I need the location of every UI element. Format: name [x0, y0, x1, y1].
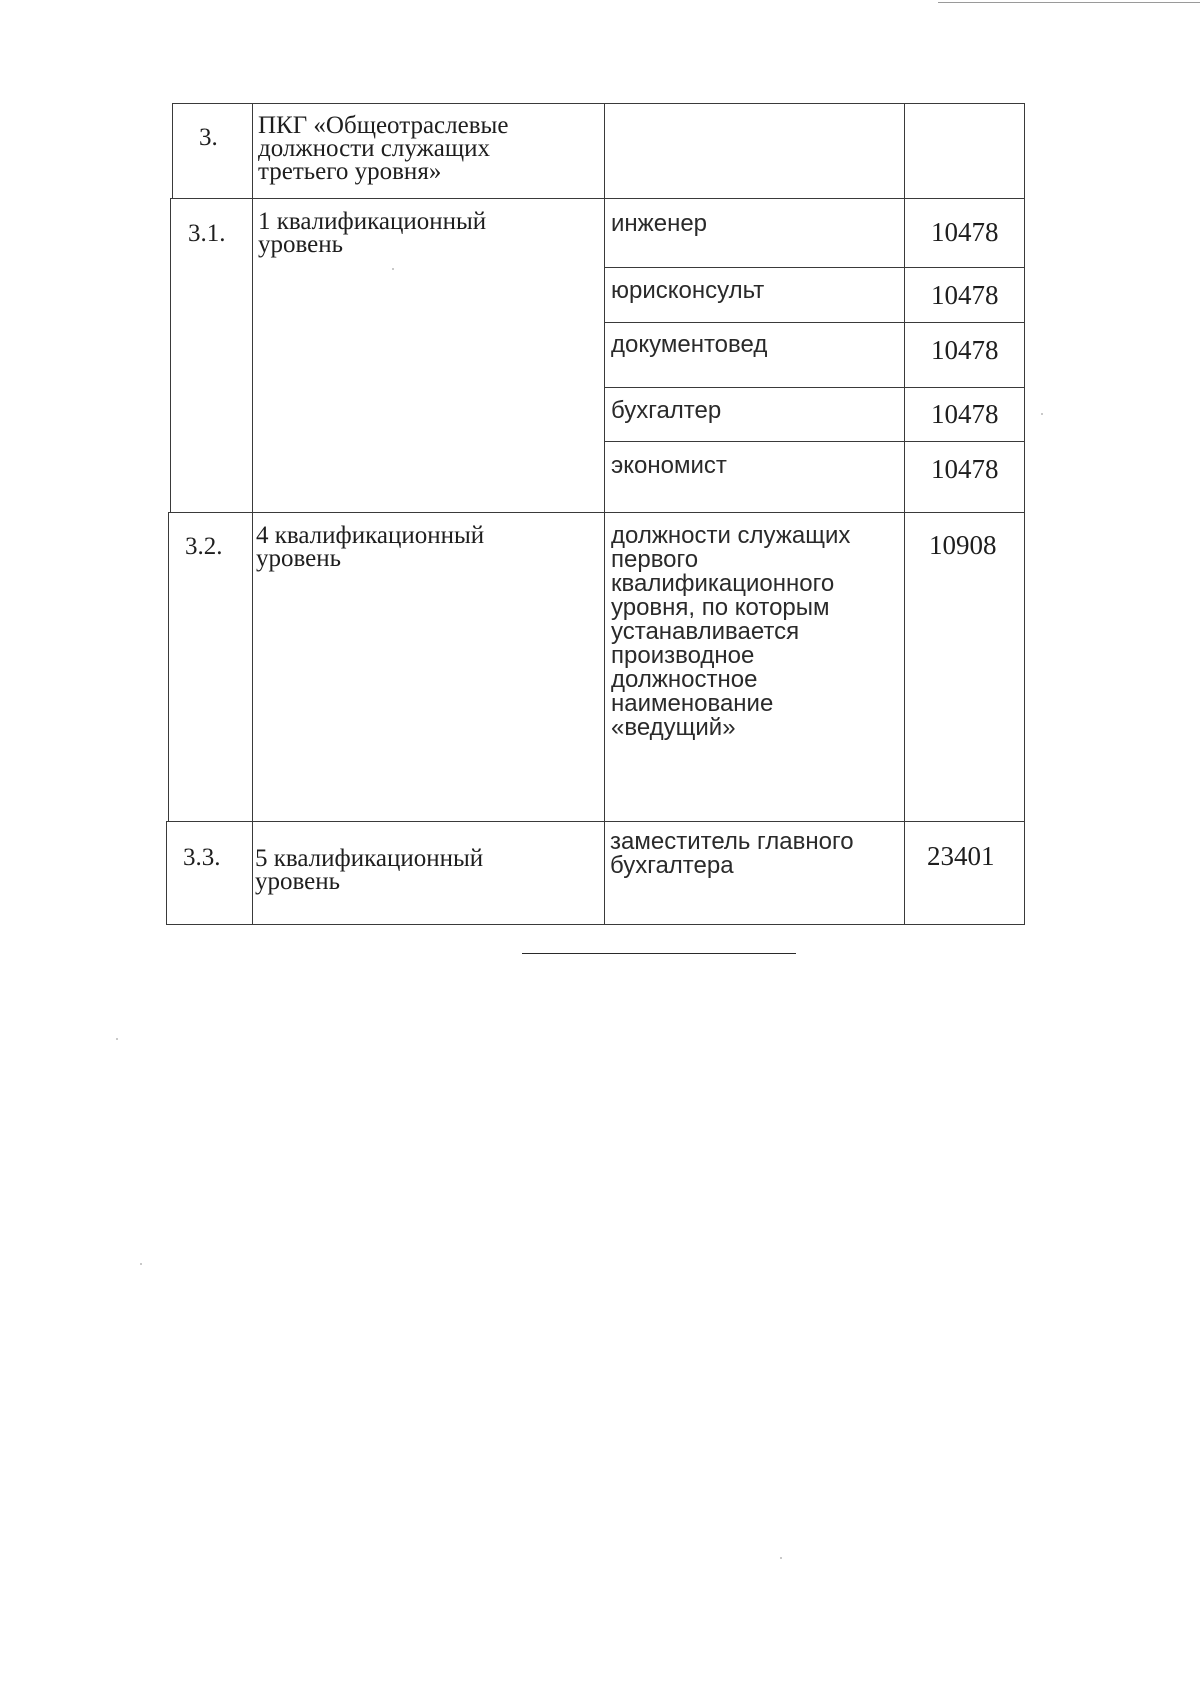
- row-3-3-salary-cell: [904, 821, 1025, 925]
- row-3-salary-cell: [904, 103, 1025, 199]
- position-cell: [604, 387, 905, 442]
- row-3-2-position-cell: [604, 512, 905, 822]
- row-3-2-salary-cell: [904, 512, 1025, 822]
- salary-cell: [904, 387, 1025, 442]
- salary-value: 10478: [931, 399, 999, 429]
- scan-speck: [392, 268, 394, 270]
- row-3-1-level-cell: [252, 198, 605, 513]
- salary-cell: [904, 267, 1025, 323]
- position-cell: [604, 198, 905, 268]
- position-name: экономист: [611, 452, 727, 479]
- row-3-position-cell: [604, 103, 905, 199]
- scan-speck: [116, 1038, 118, 1040]
- row-number: 3.: [199, 124, 218, 151]
- row-3-2-number-cell: [168, 512, 253, 822]
- salary-cell: [904, 198, 1025, 268]
- salary-cell: [904, 322, 1025, 388]
- row-number: 3.2.: [185, 533, 223, 560]
- position-name: заместитель главного бухгалтера: [610, 828, 854, 879]
- row-3-number-cell: [172, 103, 253, 199]
- scan-speck: [140, 1263, 142, 1265]
- row-3-1-number-cell: [170, 198, 253, 513]
- salary-value: 10478: [931, 454, 999, 484]
- row-3-3-number-cell: [166, 821, 253, 925]
- salary-value: 10478: [931, 280, 999, 310]
- position-cell: [604, 322, 905, 388]
- salary-value: 23401: [927, 841, 995, 871]
- level-name: 5 квалификационный уровень: [255, 845, 484, 895]
- row-3-2-level-cell: [252, 512, 605, 822]
- position-name: бухгалтер: [611, 397, 722, 424]
- scan-speck: [1041, 413, 1043, 415]
- salary-cell: [904, 441, 1025, 513]
- position-name: должности служащих первого квалификационного уровня, по которым устанавливается производное должностное наименование «ведущий»: [611, 522, 851, 741]
- scan-speck: [780, 1557, 782, 1559]
- salary-value: 10478: [931, 335, 999, 365]
- row-number: 3.1.: [188, 220, 226, 247]
- row-3-3-level-cell: [252, 821, 605, 925]
- row-number: 3.3.: [183, 844, 221, 871]
- position-name: документовед: [611, 331, 768, 358]
- salary-value: 10478: [931, 217, 999, 247]
- position-cell: [604, 441, 905, 513]
- level-name: 1 квалификационный уровень: [258, 208, 487, 258]
- end-separator-line: [522, 953, 796, 954]
- position-name: инженер: [611, 210, 708, 237]
- position-cell: [604, 267, 905, 323]
- salary-value: 10908: [929, 530, 997, 560]
- position-name: юрисконсульт: [611, 277, 765, 304]
- row-3-level-cell: [252, 103, 605, 199]
- group-title: ПКГ «Общеотраслевые должности служащих третьего уровня»: [258, 112, 509, 185]
- top-edge-line: [938, 2, 1200, 3]
- level-name: 4 квалификационный уровень: [256, 522, 485, 572]
- row-3-3-position-cell: [604, 821, 905, 925]
